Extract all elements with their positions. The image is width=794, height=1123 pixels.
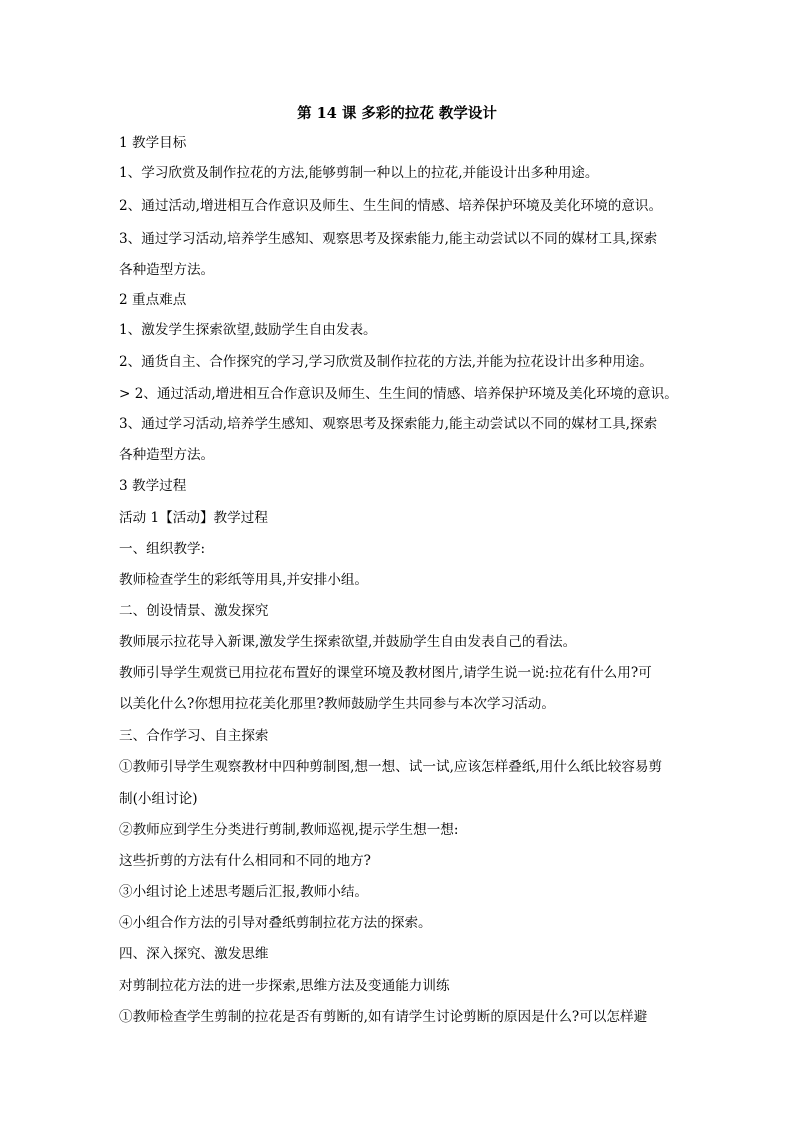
paragraph-line: 各种造型方法。 [119,262,215,278]
paragraph-line: 以美化什么?你想用拉花美化那里?教师鼓励学生共同参与本次学习活动。 [119,696,555,712]
subsection-heading: 一、组织教学: [119,541,206,557]
activity-heading: 活动 1【活动】教学过程 [119,510,268,526]
paragraph-line: 教师检查学生的彩纸等用具,并安排小组。 [119,572,369,588]
paragraph-line: 教师引导学生观赏已用拉花布置好的课堂环境及教材图片,请学生说一说:拉花有什么用?可 [119,665,652,681]
paragraph-line: 2、通过活动,增进相互合作意识及师生、生生间的情感、培养保护环境及美化环境的意识。 [119,198,663,214]
paragraph-line: > 2、通过活动,增进相互合作意识及师生、生生间的情感、培养保护环境及美化环境的意识。 [119,386,678,402]
paragraph-line: 1、学习欣赏及制作拉花的方法,能够剪制一种以上的拉花,并能设计出多种用途。 [119,165,599,181]
paragraph-line: ③小组讨论上述思考题后汇报,教师小结。 [119,884,369,900]
section-heading-goals: 1 教学目标 [119,135,187,151]
subsection-heading: 三、合作学习、自主探索 [119,728,269,744]
paragraph-line: 制(小组讨论) [119,791,198,807]
section-heading-process: 3 教学过程 [119,478,187,494]
subsection-heading: 二、创设情景、激发探究 [119,603,269,619]
paragraph-line: 3、通过学习活动,培养学生感知、观察思考及探索能力,能主动尝试以不同的媒材工具,探索 [119,231,658,247]
paragraph-line: 对剪制拉花方法的进一步探索,思维方法及变通能力训练 [119,978,450,994]
paragraph-line: 这些折剪的方法有什么相同和不同的地方? [119,853,371,869]
paragraph-line: ④小组合作方法的引导对叠纸剪制拉花方法的探索。 [119,915,432,931]
paragraph-line: ②教师应到学生分类进行剪制,教师巡视,提示学生想一想: [119,822,459,838]
paragraph-line: ①教师引导学生观察教材中四种剪制图,想一想、试一试,应该怎样叠纸,用什么纸比较容易剪 [119,759,663,775]
paragraph-line: 各种造型方法。 [119,447,215,463]
paragraph-line: ①教师检查学生剪制的拉花是否有剪断的,如有请学生讨论剪断的原因是什么?可以怎样避 [119,1009,648,1025]
paragraph-line: 3、通过学习活动,培养学生感知、观察思考及探索能力,能主动尝试以不同的媒材工具,探索 [119,416,658,432]
section-heading-key-points: 2 重点难点 [119,292,187,308]
document-title: 第 14 课 多彩的拉花 教学设计 [297,105,497,122]
subsection-heading: 四、深入探究、激发思维 [119,946,269,962]
paragraph-line: 1、激发学生探索欲望,鼓励学生自由发表。 [119,322,377,338]
paragraph-line: 教师展示拉花导入新课,激发学生探索欲望,并鼓励学生自由发表自己的看法。 [119,634,577,650]
paragraph-line: 2、通货自主、合作探究的学习,学习欣赏及制作拉花的方法,并能为拉花设计出多种用途。 [119,354,653,370]
